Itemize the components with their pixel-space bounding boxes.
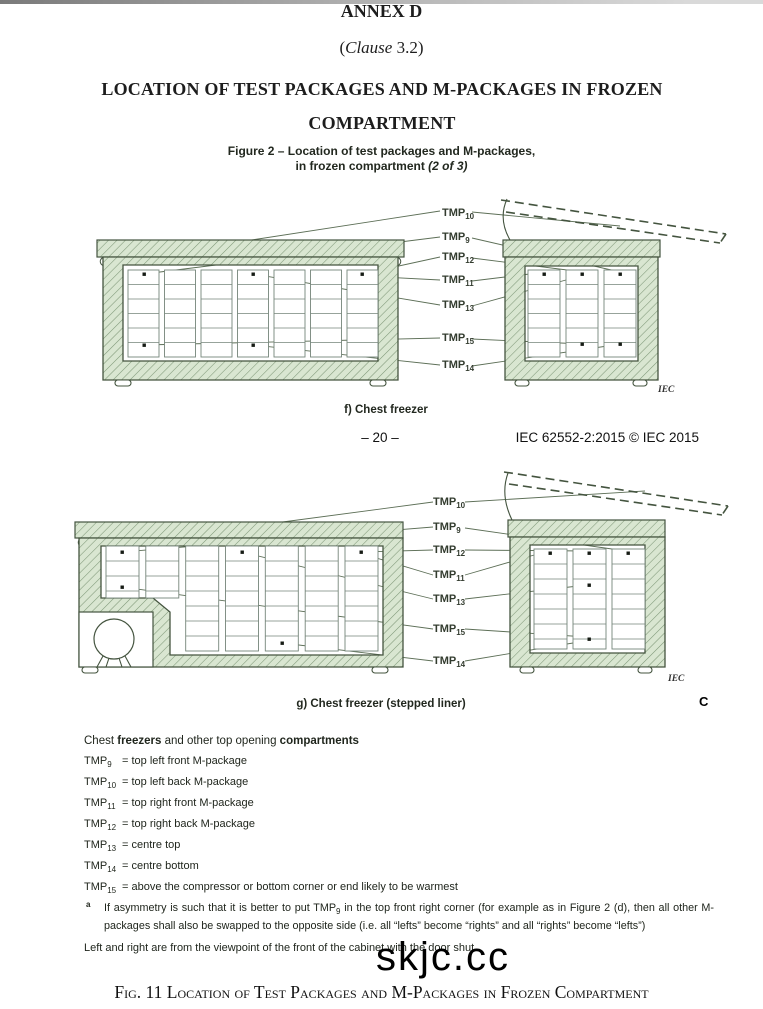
tmp-definition: $TMP_{12}$ = top right back M-package [84,818,255,833]
page-title: LOCATION OF TEST PACKAGES AND M-PACKAGES IN FROZEN COMPARTMENT [101,79,663,133]
notes-intro: Chest freezers and other top opening compartments [84,735,359,747]
open-lid-hinge [503,199,510,240]
tmp-label: $TMP_9$ [442,231,470,246]
diagram-g-caption: g) Chest freezer (stepped liner) [296,698,466,710]
foot [115,380,131,386]
foot [370,380,386,386]
tmp-label: $TMP_{11}$ [442,274,474,289]
tmp-label: $TMP_{12}$ [442,251,475,266]
annex-title: ANNEX D [340,1,423,21]
tmp-label: $TMP_{13}$ [433,593,466,608]
foot [638,667,652,673]
front-view [75,522,403,673]
tmp-definition: $TMP_{14}$ = centre bottom [84,860,199,875]
foot [372,667,388,673]
figure-title-line1: Figure 2 – Location of test packages and M-packages, [227,144,536,158]
iec-mark: IEC [658,385,675,395]
tmp-definition: $TMP_{10}$ = top left back M-package [84,776,249,791]
figure-title [0,144,763,174]
lid [503,240,660,257]
tmp-label: $TMP_{11}$ [433,569,465,584]
tmp-label: $TMP_{10}$ [433,496,466,511]
chest-freezer-stepped-liner-diagram [60,465,740,700]
foot [520,667,534,673]
viewpoint-note: Left and right are from the viewpoint of the front of the cabinet with the door shut. [84,942,478,954]
chest-freezer-diagram [60,195,740,405]
document-reference: IEC 62552-2:2015 © IEC 2015 [515,430,699,445]
tmp-label: $TMP_{14}$ [433,655,466,670]
tmp-definition: $TMP_{15}$ = above the compressor or bottom corner or end likely to be warmest [84,881,458,896]
open-lid-hinge [505,473,512,520]
tmp-label: $TMP_9$ [433,521,461,536]
tmp-definition: $TMP_9$ = top left front M-package [84,755,248,770]
iec-mark: IEC [668,674,685,684]
foot [515,380,529,386]
figure-title-line2: in frozen compartment (2 of 3) [295,159,468,173]
page-number: – 20 – [361,430,399,445]
compressor [94,619,134,659]
foot [633,380,647,386]
tmp-label: $TMP_{15}$ [442,332,475,347]
tmp-definition: $TMP_{13}$ = centre top [84,839,181,854]
package-stacks [534,549,645,649]
end-view [501,199,726,386]
front-view [97,240,404,386]
revision-mark: C [699,694,709,709]
package-stacks-tall [186,546,378,651]
tmp-label: $TMP_{15}$ [433,623,466,638]
tmp-label: $TMP_{14}$ [442,359,475,374]
lid [97,240,404,257]
clause-reference: (Clause 3.2) [339,38,424,57]
foot [82,667,98,673]
lid [75,522,403,538]
tmp-label: $TMP_{10}$ [442,207,475,222]
tmp-label: $TMP_{13}$ [442,299,475,314]
end-view [504,472,728,673]
lid [508,520,665,537]
footnote-marker: a [86,900,91,909]
diagram-f-caption: f) Chest freezer [344,404,428,416]
footnote-text: If asymmetry is such that it is better to put $TMP_9$ in the top front right corner (for example as in Figure 2 (d), then all other M-packages shall also be swapped to the opposite side (i.e. all “lefts” become “rights” and all “rights” become “lefts”) [104,902,715,933]
watermark: skjc.cc [376,935,510,979]
figure-caption: Fig. 11 Location of Test Packages and M-Packages in Frozen Compartment [114,982,649,1002]
tmp-definition: $TMP_{11}$ = top right front M-package [84,797,254,812]
tmp-label: $TMP_{12}$ [433,544,466,559]
